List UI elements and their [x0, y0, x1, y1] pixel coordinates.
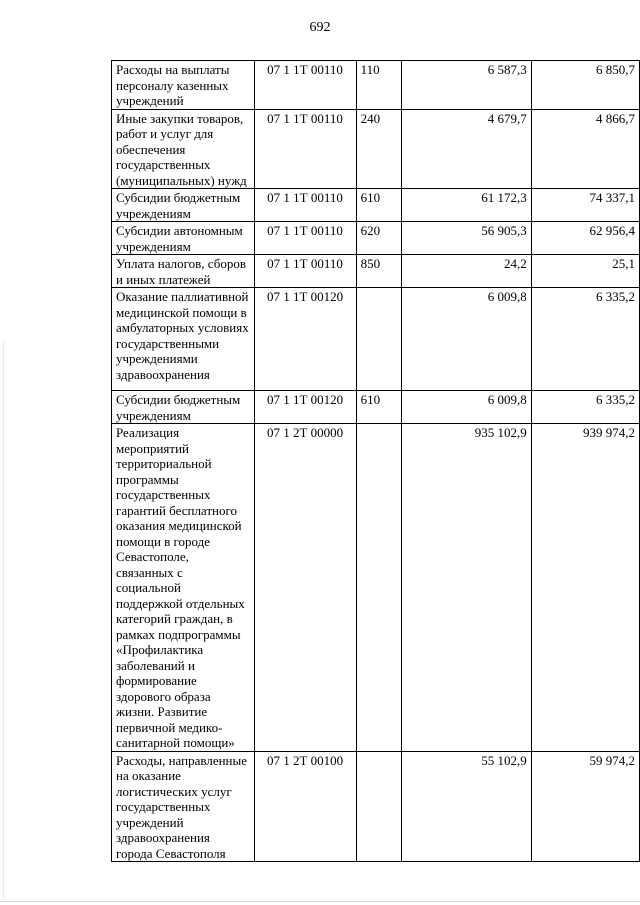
row-name: Расходы на выплаты персоналу казенных учреждений [112, 61, 255, 110]
row-value-2: 4 866,7 [531, 109, 639, 189]
table-row [112, 391, 640, 424]
row-value-1: 935 102,9 [402, 424, 532, 752]
row-value-2: 25,1 [531, 255, 639, 288]
row-code: 07 1 1Т 00110 [254, 255, 356, 288]
row-name: Субсидии бюджетным учреждениям [112, 391, 255, 424]
budget-table [111, 60, 640, 862]
row-code: 07 1 1Т 00120 [254, 288, 356, 391]
row-name: Реализация мероприятий территориальной программы государственных гарантий бесплатного оказания медицинской помощи в городе Севастополе, связанных с социальной поддержкой отдельных категорий граждан, в рамках подпрограммы «Профилактика заболеваний и формирование здорового образа жизни. Развитие первичной медико-санитарной помощи» [112, 424, 255, 752]
row-value-1: 6 009,8 [402, 288, 532, 391]
row-value-1: 24,2 [402, 255, 532, 288]
row-code: 07 1 1Т 00120 [254, 391, 356, 424]
row-value-1: 56 905,3 [402, 222, 532, 255]
row-value-1: 4 679,7 [402, 109, 532, 189]
row-value-1: 6 009,8 [402, 391, 532, 424]
row-name: Расходы, направленные на оказание логистических услуг государственных учреждений здравоохранения города Севастополя [112, 751, 255, 862]
row-code: 07 1 1Т 00110 [254, 61, 356, 110]
row-value-1: 55 102,9 [402, 751, 532, 862]
row-code: 07 1 1Т 00110 [254, 109, 356, 189]
row-value-2: 59 974,2 [531, 751, 639, 862]
row-value-2: 74 337,1 [531, 189, 639, 222]
row-code: 07 1 1Т 00110 [254, 189, 356, 222]
row-type: 610 [356, 189, 402, 222]
table-row [112, 222, 640, 255]
row-code: 07 1 2Т 00100 [254, 751, 356, 862]
table-row [112, 61, 640, 110]
table-row [112, 109, 640, 189]
row-type [356, 751, 402, 862]
row-type: 620 [356, 222, 402, 255]
row-code: 07 1 2Т 00000 [254, 424, 356, 752]
row-name: Иные закупки товаров, работ и услуг для обеспечения государственных (муниципальных) нужд [112, 109, 255, 189]
table-row [112, 189, 640, 222]
table-row [112, 751, 640, 862]
row-value-1: 61 172,3 [402, 189, 532, 222]
scan-edge-left [3, 340, 4, 900]
row-name: Субсидии бюджетным учреждениям [112, 189, 255, 222]
row-value-2: 6 335,2 [531, 288, 639, 391]
row-type: 610 [356, 391, 402, 424]
page-number: 692 [309, 20, 331, 35]
row-name: Оказание паллиативной медицинской помощи в амбулаторных условиях государственными учреждениями здравоохранения [112, 288, 255, 391]
row-type [356, 424, 402, 752]
row-value-2: 939 974,2 [531, 424, 639, 752]
row-type [356, 288, 402, 391]
table-row [112, 288, 640, 391]
row-type: 110 [356, 61, 402, 110]
row-name: Субсидии автономным учреждениям [112, 222, 255, 255]
row-value-2: 6 335,2 [531, 391, 639, 424]
row-value-2: 6 850,7 [531, 61, 639, 110]
row-code: 07 1 1Т 00110 [254, 222, 356, 255]
row-name: Уплата налогов, сборов и иных платежей [112, 255, 255, 288]
row-value-1: 6 587,3 [402, 61, 532, 110]
row-type: 240 [356, 109, 402, 189]
table-row [112, 255, 640, 288]
table-row [112, 424, 640, 752]
row-value-2: 62 956,4 [531, 222, 639, 255]
row-type: 850 [356, 255, 402, 288]
scan-edge-bottom [0, 901, 640, 902]
